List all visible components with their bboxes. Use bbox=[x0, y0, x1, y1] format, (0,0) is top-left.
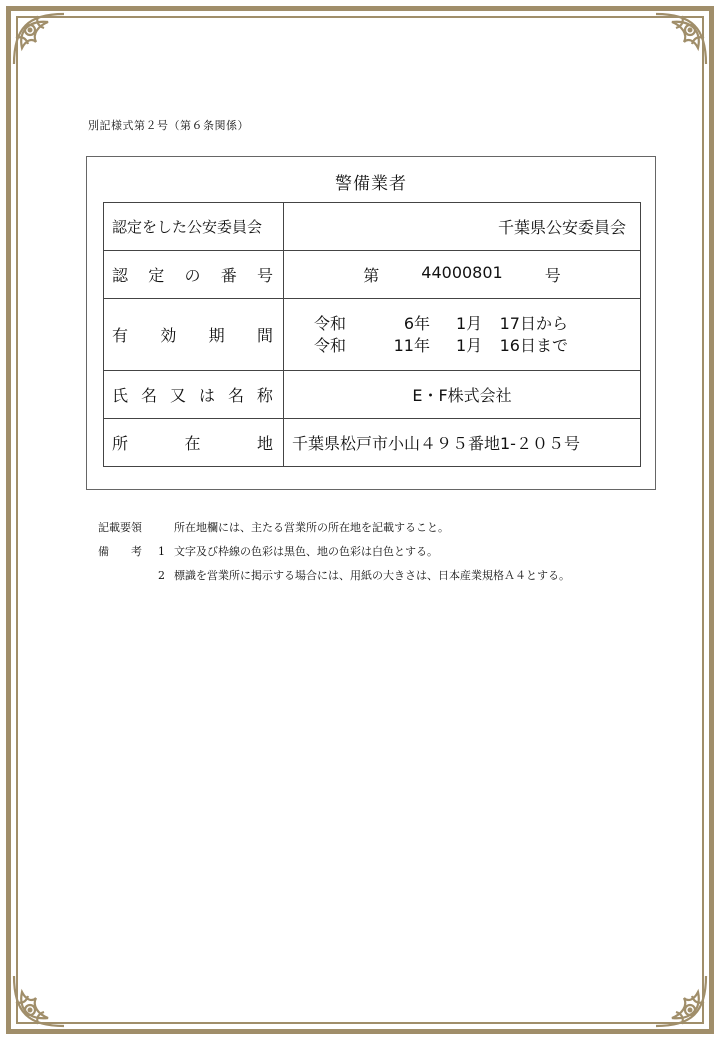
period-label: 有 効 期 間 bbox=[112, 326, 273, 345]
sign-title: 警備業者 bbox=[335, 174, 407, 194]
number-label: 認 定 の 番 号 bbox=[112, 266, 273, 285]
notes-section bbox=[98, 516, 570, 588]
corner-ornament-icon bbox=[8, 968, 72, 1032]
address-label: 所 在 地 bbox=[112, 434, 273, 453]
company-name: E・F株式会社 bbox=[284, 371, 641, 419]
form-reference: 別記様式第２号（第６条関係） bbox=[88, 119, 249, 132]
validity-period bbox=[284, 299, 641, 371]
certification-number bbox=[298, 263, 626, 286]
kisai-text: 所在地欄には、主たる営業所の所在地を記載すること。 bbox=[174, 521, 449, 534]
commission-value: 千葉県公安委員会 bbox=[284, 203, 641, 251]
name-label: 氏 名 又 は 名 称 bbox=[112, 386, 273, 405]
sign-table bbox=[103, 202, 641, 467]
biko-text: 文字及び枠線の色彩は黒色、地の色彩は白色とする。 bbox=[174, 545, 438, 558]
number-value: 44000801 bbox=[421, 263, 503, 282]
table-row-address bbox=[104, 419, 641, 467]
table-row-commission bbox=[104, 203, 641, 251]
biko-text: 標識を営業所に掲示する場合には、用紙の大きさは、日本産業規格Ａ４とする。 bbox=[174, 569, 570, 582]
table-row-number bbox=[104, 251, 641, 299]
table-row-name bbox=[104, 371, 641, 419]
corner-ornament-icon bbox=[648, 968, 712, 1032]
corner-ornament-icon bbox=[648, 8, 712, 72]
note-biko-1: 備 考 1 文字及び枠線の色彩は黒色、地の色彩は白色とする。 bbox=[98, 540, 570, 564]
table-row-period bbox=[104, 299, 641, 371]
note-kisai bbox=[98, 516, 570, 540]
commission-label: 認定をした公安委員会 bbox=[104, 203, 284, 251]
period-end: 令和 11年 1月 16日まで bbox=[314, 335, 568, 355]
number-suffix: 号 bbox=[544, 266, 561, 285]
security-business-sign bbox=[86, 156, 656, 490]
kisai-label: 記載要領 bbox=[98, 521, 142, 534]
biko-label: 備 考 bbox=[98, 545, 142, 558]
period-start: 令和 6年 1月 17日から bbox=[314, 313, 568, 333]
number-prefix: 第 bbox=[363, 266, 380, 285]
address-value: 千葉県松戸市小山４９５番地1‐２０５号 bbox=[284, 419, 641, 467]
corner-ornament-icon bbox=[8, 8, 72, 72]
note-biko-2: 2 標識を営業所に掲示する場合には、用紙の大きさは、日本産業規格Ａ４とする。 bbox=[98, 564, 570, 588]
